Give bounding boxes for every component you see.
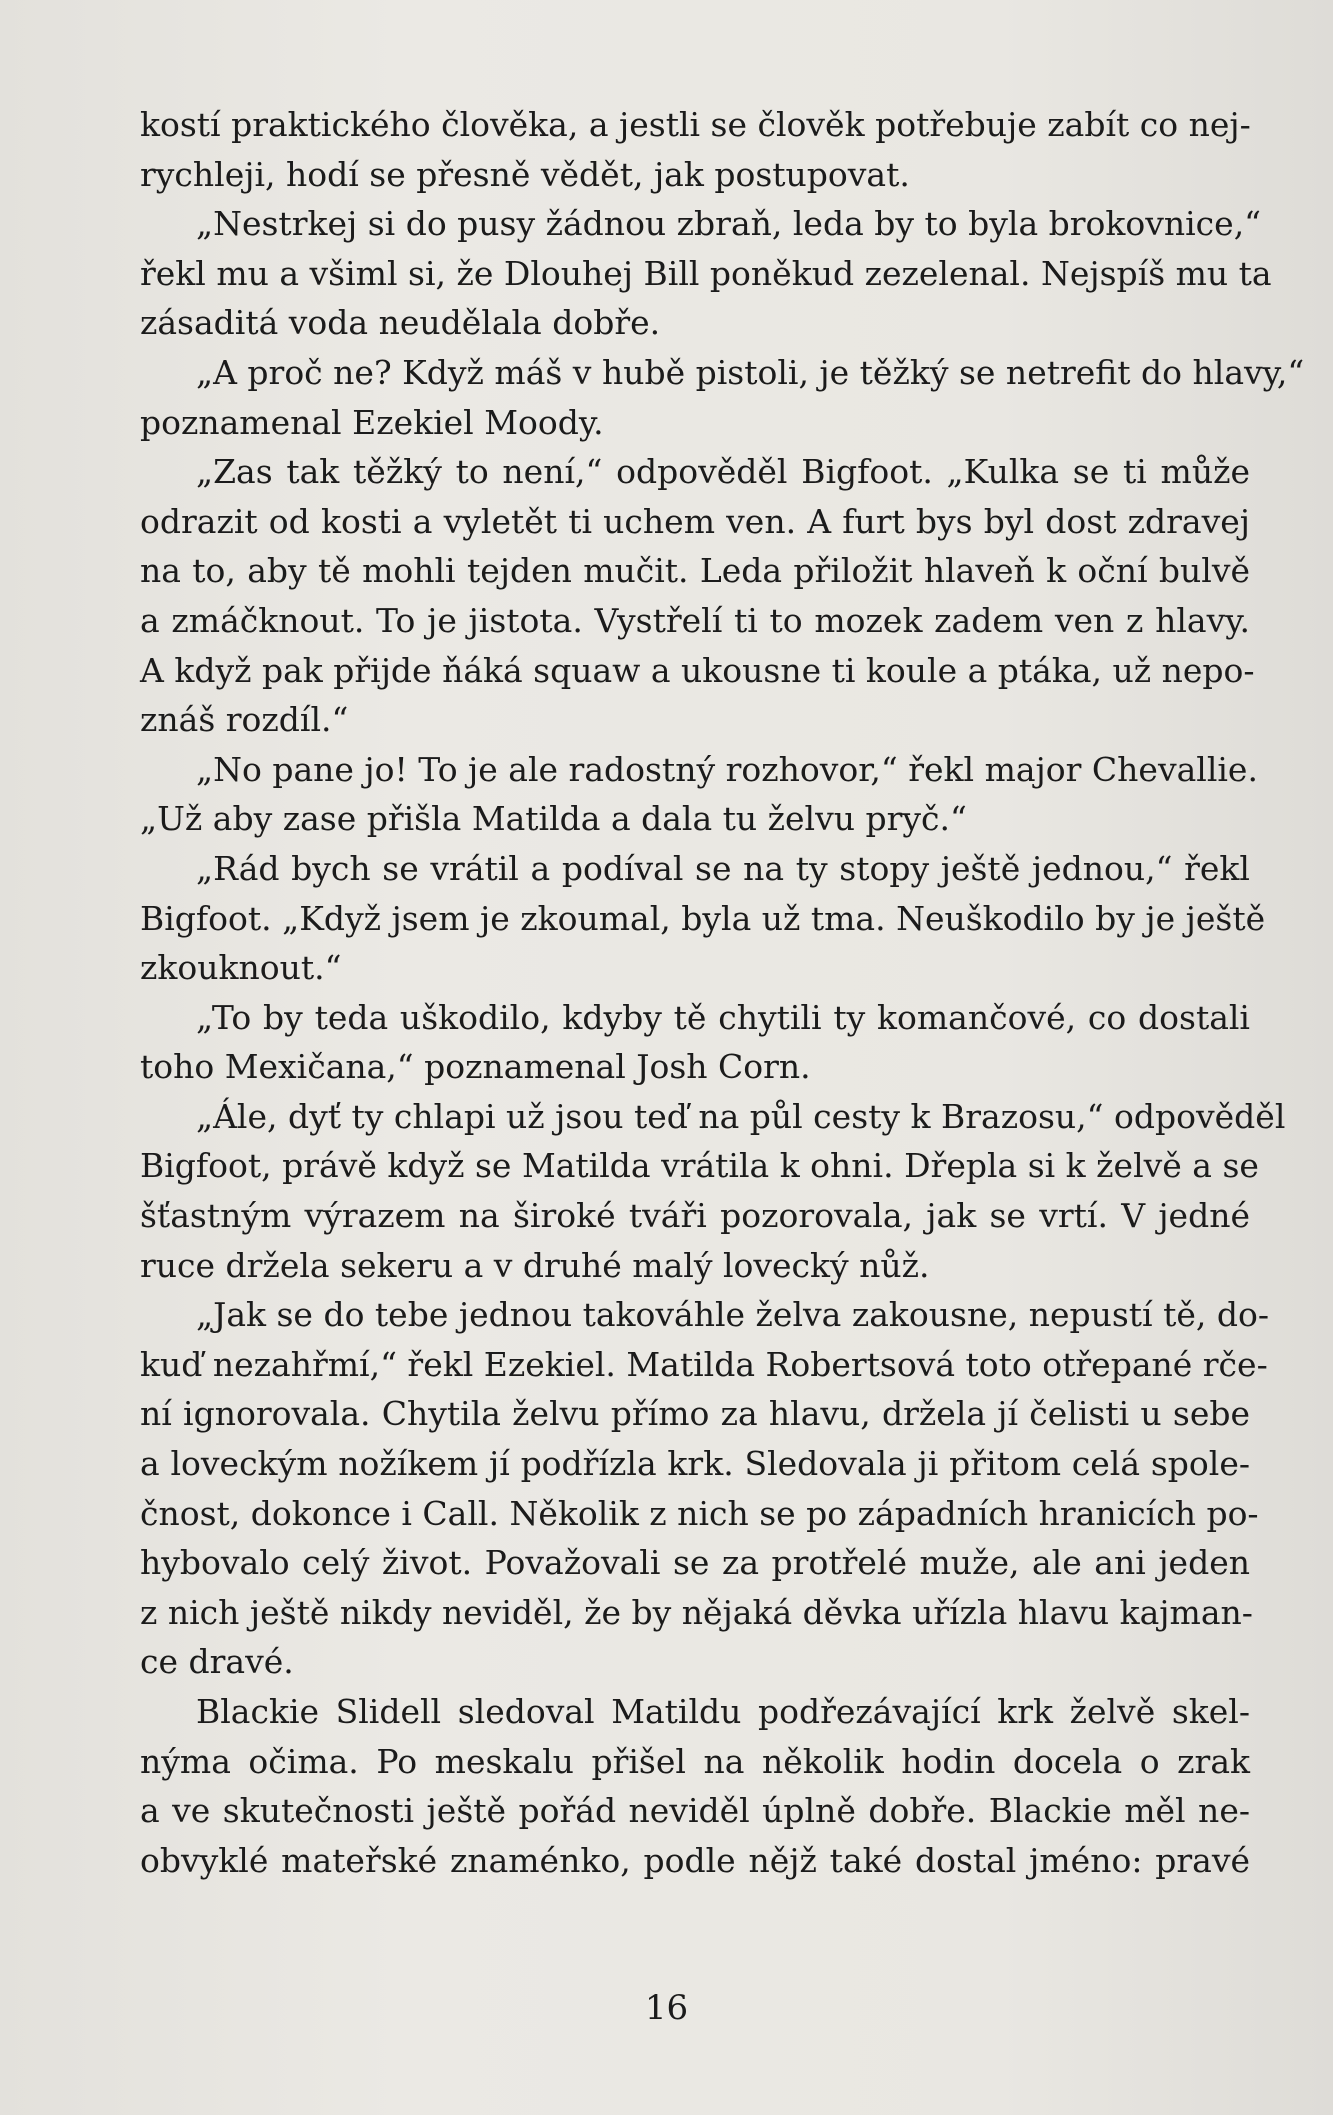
text-line: „Ále, dyť ty chlapi už jsou teď na půl cesty k Brazosu,“ odpověděl [196,1096,1286,1136]
text-line: Bigfoot, právě když se Matilda vrátila k ohni. Dřepla si k želvě a se [140,1146,1259,1186]
text-line: a zmáčknout. To je jistota. Vystřelí ti to mozek zadem ven z hlavy. [140,600,1250,640]
text-line: ruce držela sekeru a v druhé malý lovecký nůž. [140,1245,930,1285]
text-line: na to, aby tě mohli tejden mučit. Leda přiložit hlaveň k oční bulvě [140,551,1250,591]
text-line: „No pane jo! To je ale radostný rozhovor,“ řekl major Chevallie. [196,749,1258,789]
paragraph [140,199,1272,348]
text-line: rychleji, hodí se přesně vědět, jak postupovat. [140,154,910,194]
paragraph [140,1687,1250,1885]
paragraph [140,844,1266,993]
text-line: poznamenal Ezekiel Moody. [140,402,604,442]
text-line: ní ignorovala. Chytila želvu přímo za hlavu, držela jí čelisti u sebe [140,1394,1250,1434]
text-line: a ve skutečnosti ještě pořád neviděl úplně dobře. Blackie měl ne- [140,1791,1250,1831]
paragraph [140,745,1258,844]
text-line: Blackie Slidell sledoval Matildu podřezávající krk želvě skel- [196,1692,1250,1731]
body-text [140,100,1305,1885]
text-line: z nich ještě nikdy neviděl, že by nějaká děvka uřízla hlavu kajman- [140,1592,1253,1632]
text-line: „Už aby zase přišla Matilda a dala tu želvu pryč.“ [140,799,967,839]
text-line: nýma očima. Po meskalu přišel na několik hodin docela o zrak [140,1741,1250,1781]
paragraph [140,447,1255,745]
text-line: hybovalo celý život. Považovali se za protřelé muže, ale ani jeden [140,1543,1250,1583]
text-line: obvyklé mateřské znaménko, podle nějž také dostal jméno: pravé [140,1840,1250,1880]
paragraph [140,100,1250,199]
text-line: řekl mu a všiml si, že Dlouhej Bill poněkud zezelenal. Nejspíš mu ta [140,253,1272,293]
text-line: čnost, dokonce i Call. Několik z nich se po západních hranicích po- [140,1493,1259,1533]
page-number: 16 [644,1988,689,2028]
text-line: „Nestrkej si do pusy žádnou zbraň, leda by to byla brokovnice,“ [196,204,1262,244]
paragraph [140,348,1305,447]
text-line: kostí praktického člověka, a jestli se člověk potřebuje zabít co nej- [140,105,1251,144]
text-line: šťastným výrazem na široké tváři pozorovala, jak se vrtí. V jedné [140,1196,1250,1236]
text-line: „Rád bych se vrátil a podíval se na ty stopy ještě jednou,“ řekl [196,848,1250,888]
text-line: Bigfoot. „Když jsem je zkoumal, byla už tma. Neuškodilo by je ještě [140,898,1266,938]
text-line: ce dravé. [140,1642,294,1682]
text-line: a loveckým nožíkem jí podřízla krk. Sledovala ji přitom celá spole- [140,1444,1250,1484]
paragraph [140,1290,1270,1687]
text-line: zkouknout.“ [140,948,342,988]
text-line: znáš rozdíl.“ [140,700,349,740]
paragraph [140,993,1250,1092]
text-line: „Zas tak těžký to není,“ odpověděl Bigfoot. „Kulka se ti může [196,452,1250,492]
text-line: odrazit od kosti a vyletět ti uchem ven. A furt bys byl dost zdravej [140,501,1250,541]
text-line: kuď nezahřmí,“ řekl Ezekiel. Matilda Robertsová toto otřepané rče- [140,1344,1268,1384]
text-line: A když pak přijde ňáká squaw a ukousne ti koule a ptáka, už nepo- [140,650,1255,690]
text-line: „A proč ne? Když máš v hubě pistoli, je těžký se netrefit do hlavy,“ [196,352,1305,392]
text-line: „Jak se do tebe jednou takováhle želva zakousne, nepustí tě, do- [196,1295,1270,1335]
text-line: zásaditá voda neudělala dobře. [140,303,661,343]
text-line: „To by teda uškodilo, kdyby tě chytili ty komančové, co dostali [196,997,1250,1037]
text-line: toho Mexičana,“ poznamenal Josh Corn. [140,1047,811,1087]
paragraph [140,1092,1286,1290]
